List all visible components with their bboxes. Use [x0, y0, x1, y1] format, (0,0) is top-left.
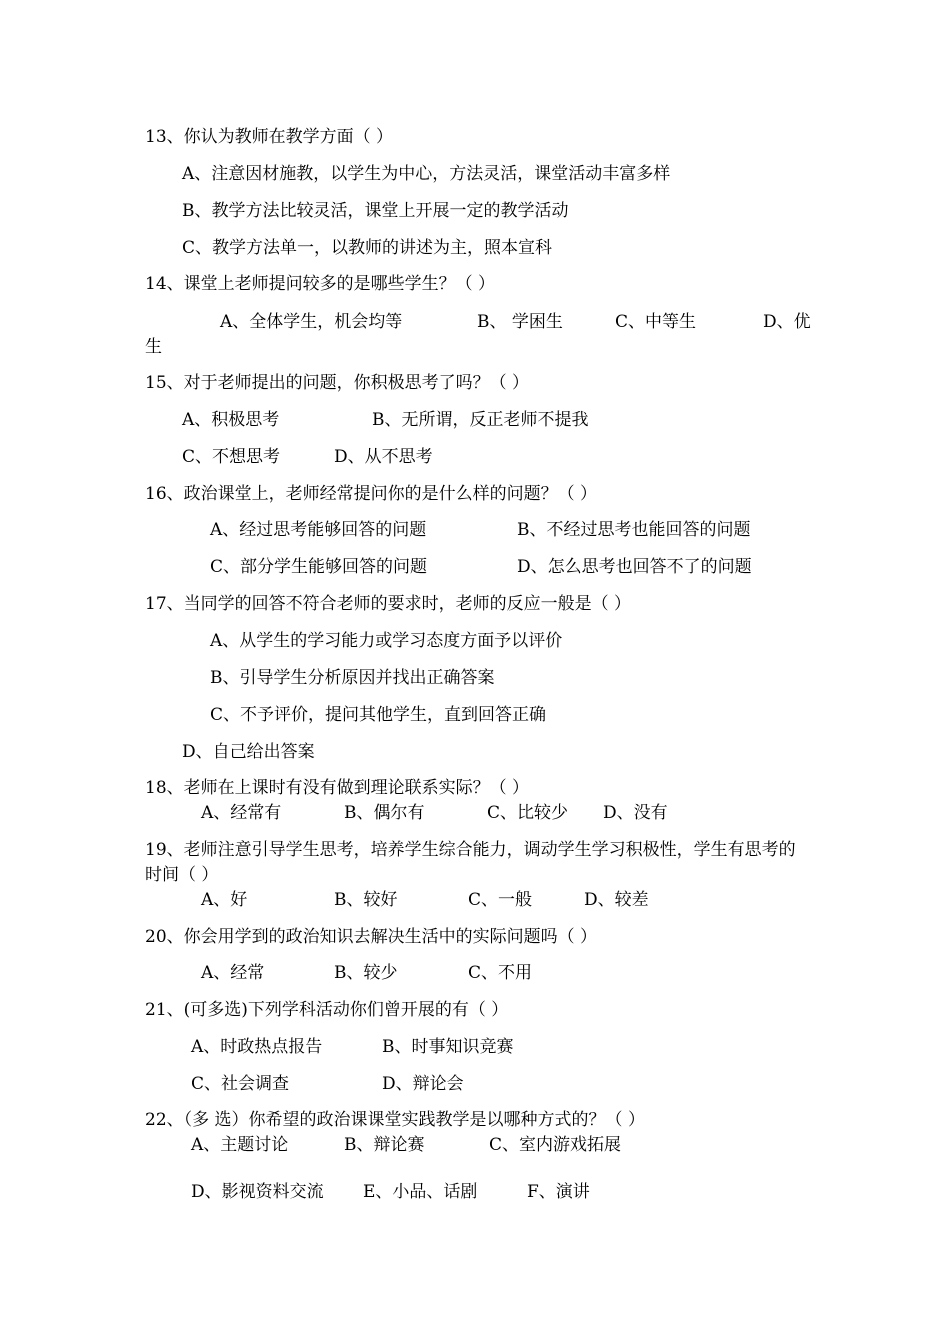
- question-16-option-a: A、经过思考能够回答的问题: [210, 520, 427, 540]
- question-15-option-a: A、积极思考: [182, 410, 280, 430]
- question-22-stem: 22、（多 选）你希望的政治课课堂实践教学是以哪种方式的？（ ）: [145, 1110, 645, 1130]
- question-16-option-b: B、不经过思考也能回答的问题: [517, 520, 751, 540]
- question-22-option-b: B、辩论赛: [344, 1135, 425, 1155]
- question-20-option-c: C、不用: [468, 963, 533, 983]
- question-13-stem: 13、你认为教师在教学方面（ ）: [145, 127, 394, 147]
- question-18-option-a: A、经常有: [201, 803, 282, 823]
- question-14-option-c: C、中等生: [615, 312, 697, 332]
- question-15-option-c: C、不想思考: [182, 447, 281, 467]
- question-22-option-e: E、小品、话剧: [363, 1182, 478, 1202]
- question-20-option-b: B、较少: [334, 963, 398, 983]
- question-13-option-b: B、教学方法比较灵活，课堂上开展一定的教学活动: [182, 201, 569, 221]
- question-17-option-d: D、自己给出答案: [182, 742, 315, 762]
- question-15-option-d: D、从不思考: [334, 447, 433, 467]
- question-19-option-a: A、好: [201, 890, 248, 910]
- question-17-option-a: A、从学生的学习能力或学习态度方面予以评价: [210, 631, 563, 651]
- question-21-stem: 21、(可多选)下列学科活动你们曾开展的有（ ）: [145, 1000, 509, 1020]
- question-14-option-a: A、全体学生，机会均等: [220, 312, 403, 332]
- question-16-option-c: C、部分学生能够回答的问题: [210, 557, 428, 577]
- question-19-option-c: C、一般: [468, 890, 533, 910]
- question-14-option-d-continued: 生: [145, 337, 162, 357]
- question-13-option-a: A、注意因材施教，以学生为中心，方法灵活，课堂活动丰富多样: [182, 164, 671, 184]
- question-21-option-c: C、社会调查: [191, 1074, 290, 1094]
- question-16-stem: 16、政治课堂上，老师经常提问你的是什么样的问题？（ ）: [145, 484, 598, 504]
- question-20-stem: 20、你会用学到的政治知识去解决生活中的实际问题吗（ ）: [145, 927, 598, 947]
- question-20-option-a: A、经常: [201, 963, 265, 983]
- question-16-option-d: D、怎么思考也回答不了的问题: [517, 557, 752, 577]
- question-14-option-b: B、 学困生: [477, 312, 563, 332]
- question-13-option-c: C、教学方法单一，以教师的讲述为主，照本宣科: [182, 238, 553, 258]
- question-18-stem: 18、老师在上课时有没有做到理论联系实际？（ ）: [145, 778, 530, 798]
- question-14-stem: 14、课堂上老师提问较多的是哪些学生？（ ）: [145, 274, 496, 294]
- question-19-option-d: D、较差: [584, 890, 649, 910]
- question-18-option-c: C、比较少: [487, 803, 569, 823]
- question-21-option-b: B、时事知识竞赛: [382, 1037, 514, 1057]
- question-15-option-b: B、无所谓，反正老师不提我: [372, 410, 589, 430]
- question-17-option-b: B、引导学生分析原因并找出正确答案: [210, 668, 495, 688]
- question-22-option-f: F、演讲: [527, 1182, 590, 1202]
- question-21-option-d: D、辩论会: [382, 1074, 464, 1094]
- question-22-option-d: D、影视资料交流: [191, 1182, 324, 1202]
- question-18-option-b: B、偶尔有: [344, 803, 425, 823]
- question-14-option-d: D、优: [763, 312, 811, 332]
- question-22-option-a: A、主题讨论: [191, 1135, 289, 1155]
- question-17-stem: 17、当同学的回答不符合老师的要求时，老师的反应一般是（ ）: [145, 594, 632, 614]
- question-15-stem: 15、对于老师提出的问题，你积极思考了吗？（ ）: [145, 373, 530, 393]
- question-19-option-b: B、较好: [334, 890, 398, 910]
- question-21-option-a: A、时政热点报告: [191, 1037, 323, 1057]
- question-18-option-d: D、没有: [603, 803, 668, 823]
- question-19-stem: 19、老师注意引导学生思考，培养学生综合能力，调动学生学习积极性，学生有思考的时间（ ）: [145, 840, 796, 885]
- question-17-option-c: C、不予评价，提问其他学生，直到回答正确: [210, 705, 547, 725]
- question-22-option-c: C、室内游戏拓展: [489, 1135, 622, 1155]
